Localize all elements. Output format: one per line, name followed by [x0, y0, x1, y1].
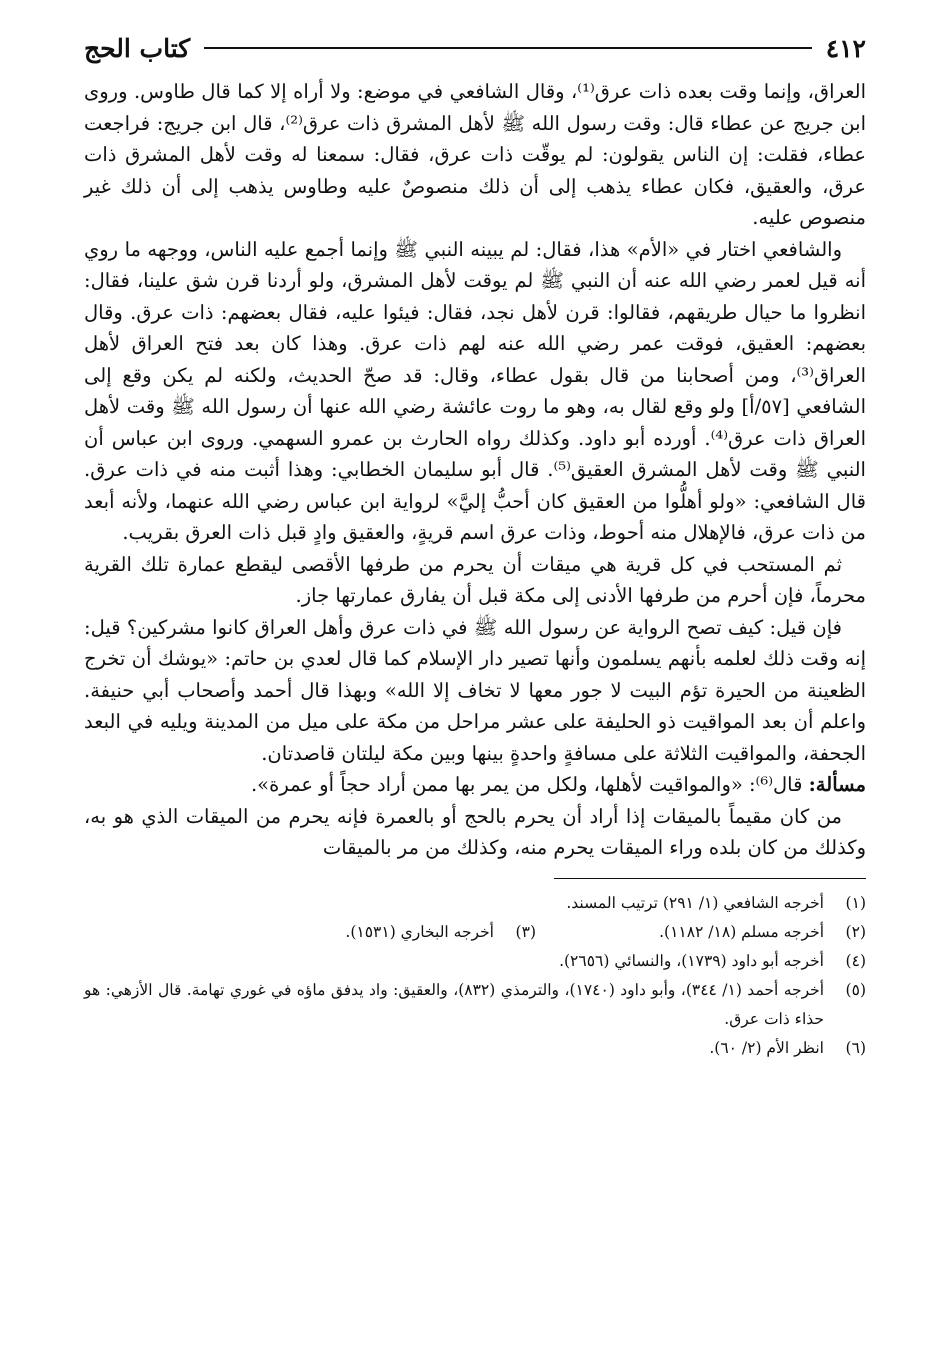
footnote-number: (٦) — [845, 1038, 866, 1057]
footnote-5 — [84, 976, 866, 1034]
paragraph-4: فإن قيل: كيف تصح الرواية عن رسول الله ﷺ في ذات عرق وأهل العراق كانوا مشركين؟ قيل: إنه وقت ذلك لعلمه بأنهم يسلمون وأنها تصير دار الإسلام كما قال لعدي بن حاتم: «يوشك أن تخرج الظعينة من الحيرة تؤم البيت لا جور معها لا تخاف إلا الله» وبهذا قال أحمد وأصحاب أبي حنيفة. واعلم أن بعد المواقيت ذو الحليفة على عشر مراحل من مكة على ميل من المدينة ويليه في البعد الجحفة، والمواقيت الثلاثة على مسافةٍ واحدةٍ بينها وبين مكة ليلتان قاصدتان. — [84, 615, 866, 765]
footnote-number: (٤) — [845, 951, 866, 970]
footnote-text: أخرجه أبو داود (١٧٣٩)، والنسائي (٢٦٥٦). — [559, 951, 824, 970]
main-text — [84, 76, 866, 864]
footnote-3 — [345, 918, 536, 947]
footnote-number: (٥) — [845, 980, 866, 999]
footnote-text: أخرجه البخاري (١٥٣١). — [345, 922, 494, 941]
paragraph-5-text: قال⁽⁶⁾: «والمواقيت لأهلها، ولكل من يمر بها ممن أراد حجاً أو عمرة». — [250, 773, 809, 796]
footnote-number: (٣) — [515, 922, 536, 941]
paragraph-2: والشافعي اختار في «الأم» هذا، فقال: لم يبينه النبي ﷺ وإنما أجمع عليه الناس، ووجهه ما روي أنه قيل لعمر رضي الله عنه أن النبي ﷺ لم يوقت لأهل المشرق، ولو أردنا قرن شق علينا، فقال: انظروا ما حيال طريقهم، فقالوا: قرن لأهل نجد، فقال: فيئوا عليه، فقال بعضهم: ذات عرق. وقال بعضهم: العقيق، فوقت عمر رضي الله عنه لهم ذات عرق. وهذا كان بعد فتح العراق لأهل العراق⁽³⁾، ومن أصحابنا من قال بقول عطاء، وقال: قد صحّ الحديث، ولكنه لم يكن وقع إلى الشافعي [٥٧/أ] ولو وقع لقال به، وهو ما روت عائشة رضي الله عنها أن رسول الله ﷺ وقت لأهل العراق ذات عرق⁽⁴⁾. أورده أبو داود. وكذلك رواه الحارث بن عمرو السهمي. وروى ابن عباس أن النبي ﷺ وقت لأهل المشرق العقيق⁽⁵⁾. قال أبو سليمان الخطابي: وهذا أثبت منه في ذات عرق. قال الشافعي: «ولو أهلُّوا من العقيق كان أحبُّ إليَّ» لرواية ابن عباس رضي الله عنهما، ولأنه أبعد من ذات عرق، فالإهلال منه أحوط، وذات عرق اسم قريةٍ، والعقيق وادٍ قبل ذات العرق بقريب. — [84, 237, 866, 544]
footnote-number: (٢) — [845, 922, 866, 941]
footnote-4 — [84, 947, 866, 976]
book-page — [84, 28, 866, 1063]
footnote-pair — [84, 918, 866, 947]
running-head: كتاب الحج — [84, 33, 191, 63]
page-header — [84, 28, 866, 68]
paragraph-6: من كان مقيماً بالميقات إذا أراد أن يحرم بالحج أو بالعمرة فإنه يحرم من الميقات الذي هو به، وكذلك من كان بلده وراء الميقات يحرم منه، وكذلك من مر بالميقات — [84, 804, 866, 859]
footnote-2 — [536, 918, 866, 947]
masala-label: مسألة: — [808, 773, 866, 796]
paragraph-5 — [84, 769, 866, 801]
footnote-text: أخرجه أحمد (١/ ٣٤٤)، وأبو داود (١٧٤٠)، والترمذي (٨٣٢)، والعقيق: واد يدفق ماؤه في غوري تهامة. قال الأزهي: هو حذاء ذات عرق. — [84, 980, 825, 1028]
page-number: ٤١٢ — [825, 33, 866, 63]
footnote-divider — [554, 878, 866, 879]
footnote-6 — [84, 1034, 866, 1063]
footnote-text: أخرجه مسلم (١٨/ ١١٨٢). — [659, 922, 824, 941]
footnotes — [84, 889, 866, 1063]
footnote-number: (١) — [845, 893, 866, 912]
paragraph-3: ثم المستحب في كل قرية هي ميقات أن يحرم من طرفها الأقصى ليقطع عمارة تلك القرية محرماً، فإن أحرم من طرفها الأدنى إلى مكة قبل أن يفارق عمارتها جاز. — [84, 552, 866, 607]
footnote-text: انظر الأم (٢/ ٦٠). — [709, 1038, 824, 1057]
footnote-1 — [84, 889, 866, 918]
paragraph-1: العراق، وإنما وقت بعده ذات عرق⁽¹⁾، وقال الشافعي في موضع: ولا أراه إلا كما قال طاوس. وروى ابن جريج عن عطاء قال: وقت رسول الله ﷺ لأهل المشرق ذات عرق⁽²⁾، قال ابن جريج: فراجعت عطاء، فقلت: إن الناس يقولون: لم يوقّت ذات عرق، فقال: سمعنا له وقت لأهل المشرق ذات عرق، والعقيق، فكان عطاء يذهب إلى أن ذلك منصوصٌ عليه وطاوس يذهب إلى أن ذلك غير منصوص عليه. — [84, 80, 867, 229]
header-rule — [204, 47, 812, 49]
footnote-text: أخرجه الشافعي (١/ ٢٩١) ترتيب المسند. — [566, 893, 824, 912]
